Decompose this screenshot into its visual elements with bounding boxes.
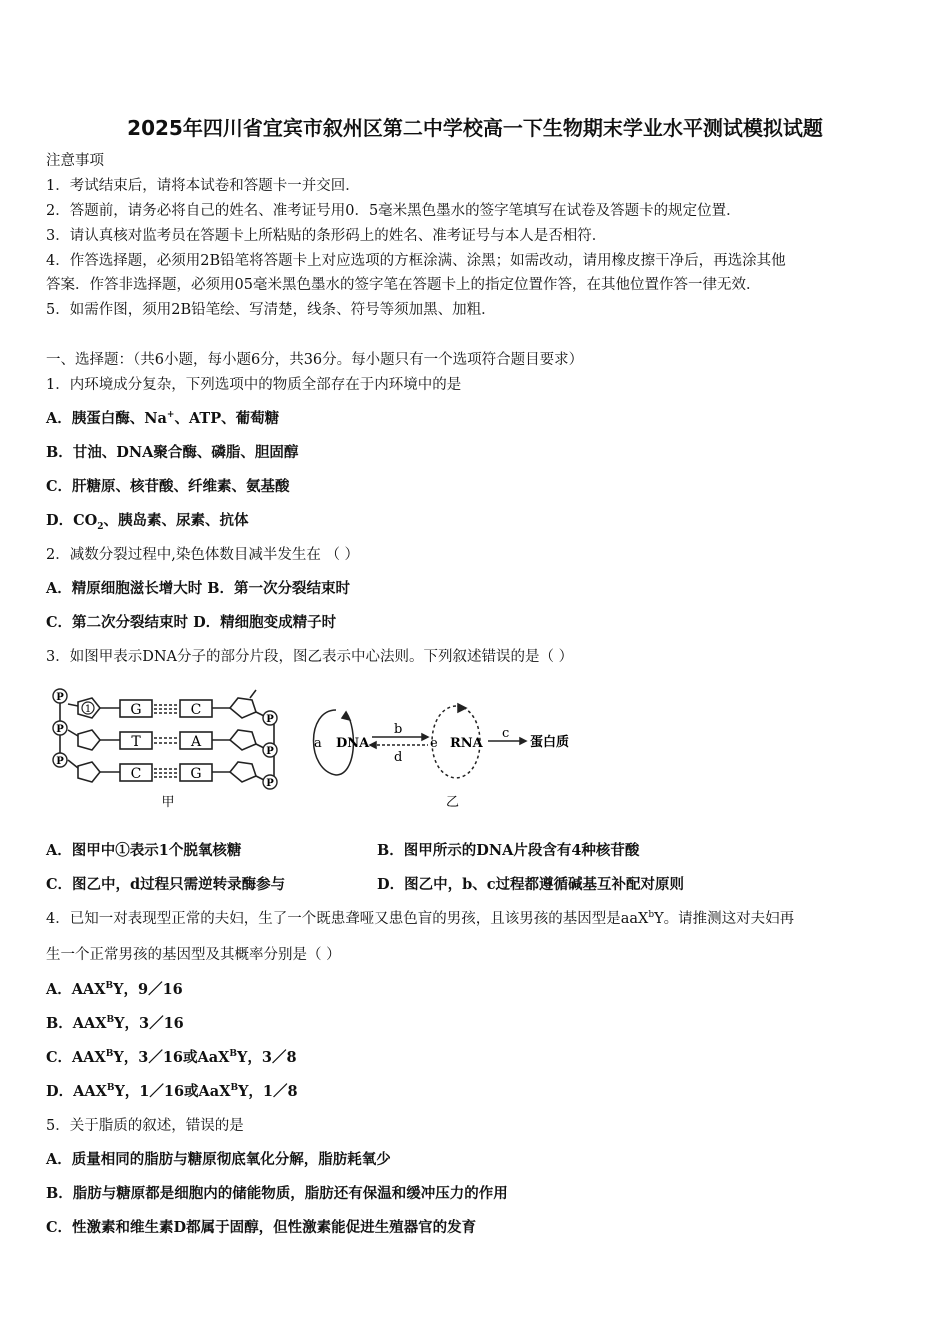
notice-heading: 注意事项 — [46, 153, 104, 169]
phosphate-label: P — [56, 724, 64, 735]
phosphate-label: P — [56, 692, 64, 703]
dna-fragment-figure — [50, 684, 290, 812]
central-dogma-figure — [306, 690, 596, 815]
notice-item: 4．作答选择题，必须用2B铅笔将答题卡上对应选项的方框涂满、涂黑；如需改动，请用橡皮擦干净后，再选涂其他 — [46, 253, 786, 269]
question-4-option-d: D．$AAX^BY$，1／16或AaX$^B$Y，1／8 — [46, 1083, 298, 1100]
notice-item: 5．如需作图，须用2B铅笔绘、写清楚，线条、符号等须加黑、加粗． — [46, 302, 496, 318]
question-1-option-c: C．肝糖原、核苷酸、纤维素、氨基酸 — [46, 478, 290, 495]
notice-item: 2．答题前，请务必将自己的姓名、准考证号用0．5毫米黑色墨水的签字笔填写在试卷及答题卡的规定位置． — [46, 203, 741, 219]
notice-item: 1．考试结束后，请将本试卷和答题卡一并交回． — [46, 178, 360, 194]
circled-1-label: 1 — [84, 704, 92, 715]
question-2-stem: 2．减数分裂过程中,染色体数目减半发生在 （ ） — [46, 547, 360, 563]
label-d: d — [394, 750, 403, 765]
question-4-option-a: A．$AAX^BY$，9／16 — [46, 981, 183, 998]
question-4-option-b: B．$AAX^BY$，3／16 — [46, 1015, 184, 1032]
question-1-option-a: A．胰蛋白酶、Na+、ATP、葡萄糖 — [46, 410, 280, 427]
question-2-options-ab: A．精原细胞滋长增大时 B．第一次分裂结束时 — [46, 580, 351, 597]
notice-item: 答案．作答非选择题，必须用05毫米黑色墨水的签字笔在答题卡上的指定位置作答，在其他位置作答一律无效． — [46, 277, 761, 293]
base-label: T — [131, 734, 141, 750]
section-heading: 一、选择题：（共6小题，每小题6分，共36分。每小题只有一个选项符合题目要求） — [46, 352, 584, 368]
base-label: G — [190, 766, 202, 782]
question-4-stem-cont: 生一个正常男孩的基因型及其概率分别是（ ） — [46, 947, 341, 963]
question-3-option-d: D．图乙中，b、c过程都遵循碱基互补配对原则 — [377, 876, 685, 893]
phosphate-label: P — [266, 778, 274, 789]
base-label: C — [190, 702, 202, 718]
base-label: A — [190, 734, 202, 750]
question-2-options-cd: C．第二次分裂结束时 D．精细胞变成精子时 — [46, 614, 337, 631]
base-label: C — [130, 766, 142, 782]
question-5-stem: 5．关于脂质的叙述，错误的是 — [46, 1118, 244, 1134]
label-b: b — [394, 722, 403, 737]
label-a: a — [314, 736, 322, 751]
label-e: e — [430, 736, 438, 751]
question-5-option-a: A．质量相同的脂肪与糖原彻底氧化分解，脂肪耗氧少 — [46, 1151, 391, 1168]
figure-yi-label: 乙 — [446, 795, 460, 810]
question-3-option-a: A．图甲中①表示1个脱氧核糖 — [46, 842, 242, 859]
phosphate-label: P — [56, 756, 64, 767]
question-1-option-d: D．$CO_2$、胰岛素、尿素、抗体 — [46, 512, 249, 532]
question-5-option-c: C．性激素和维生素D都属于固醇，但性激素能促进生殖器官的发育 — [46, 1219, 477, 1236]
question-4-option-c: C．$AAX^BY$，3／16或AaX$^B$Y，3／8 — [46, 1049, 297, 1066]
phosphate-label: P — [266, 746, 274, 757]
label-dna: DNA — [336, 736, 370, 751]
page-title: 2025年四川省宜宾市叙州区第二中学校高一下生物期末学业水平测试模拟试题 — [127, 116, 823, 140]
phosphate-label: P — [266, 714, 274, 725]
question-3-stem: 3．如图甲表示DNA分子的部分片段，图乙表示中心法则。下列叙述错误的是（ ） — [46, 649, 574, 665]
label-c: c — [502, 726, 510, 741]
label-protein: 蛋白质 — [530, 735, 570, 750]
figure-jia-label: 甲 — [161, 795, 175, 810]
question-3-option-b: B．图甲所示的DNA片段含有4种核苷酸 — [377, 842, 640, 859]
notice-item: 3．请认真核对监考员在答题卡上所粘贴的条形码上的姓名、准考证号与本人是否相符． — [46, 228, 607, 244]
question-3-option-c: C．图乙中，d过程只需逆转录酶参与 — [46, 876, 286, 893]
question-1-option-b: B．甘油、DNA聚合酶、磷脂、胆固醇 — [46, 444, 299, 461]
base-label: G — [130, 702, 142, 718]
label-rna: RNA — [450, 736, 483, 751]
question-4-stem: 4．已知一对表现型正常的夫妇，生了一个既患聋哑又患色盲的男孩，且该男孩的基因型是aaX$^b$Y。请推测这对夫妇再 — [46, 910, 795, 927]
question-5-option-b: B．脂肪与糖原都是细胞内的储能物质，脂肪还有保温和缓冲压力的作用 — [46, 1185, 508, 1202]
question-1-stem: 1．内环境成分复杂，下列选项中的物质全部存在于内环境中的是 — [46, 377, 462, 393]
